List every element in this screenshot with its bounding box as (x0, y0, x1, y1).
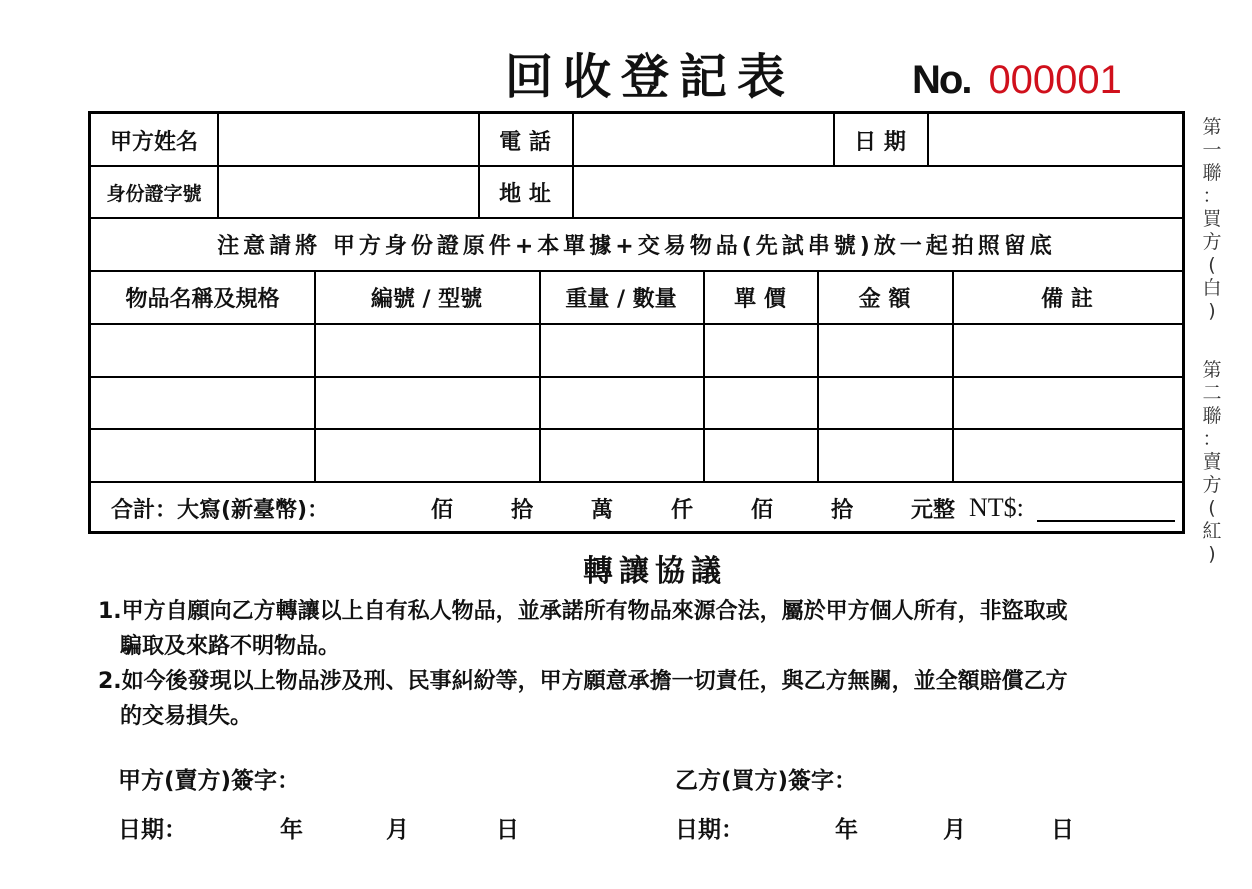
row-divider (91, 165, 1182, 167)
column-header-serial-model: 編號 / 型號 (370, 286, 483, 312)
copy-char: ( (1208, 254, 1216, 276)
column-header-unit-price: 單 價 (734, 286, 786, 312)
copy-char: 白 (1202, 277, 1222, 299)
clause-2-line-1: 2.如今後發現以上物品涉及刑、民事糾紛等，甲方願意承擔一切責任，與乙方無關，並全額賠償乙方 (98, 669, 1068, 694)
table-row-cell[interactable] (91, 324, 314, 376)
table-row-cell[interactable] (819, 377, 952, 428)
copy-char: 第 (1202, 359, 1222, 381)
total-unit-tens: 拾 (511, 497, 534, 523)
copy-char: 賣 (1202, 451, 1222, 473)
form-title: 回收登記表 (504, 49, 795, 105)
total-unit-tens-2: 拾 (831, 497, 854, 523)
table-row-cell[interactable] (91, 377, 314, 428)
phone-label: 電 話 (499, 129, 551, 155)
id-number-label: 身份證字號 (106, 182, 202, 205)
copy-char: ) (1208, 543, 1216, 565)
copy-char: 方 (1202, 231, 1222, 253)
total-label: 合計：大寫(新臺幣)： (111, 497, 330, 523)
total-unit-yuan: 元整 (911, 497, 956, 523)
copy-char: ： (1202, 185, 1222, 207)
copy-char: 買 (1202, 208, 1222, 230)
seller-date-day: 日 (496, 817, 519, 843)
date-label: 日 期 (854, 129, 906, 155)
copy-char: ( (1208, 497, 1216, 519)
column-header-item-name: 物品名稱及規格 (125, 286, 280, 312)
agreement-clause-1 (98, 594, 1198, 664)
seller-signature-label: 甲方(賣方)簽字： (118, 768, 301, 794)
table-row-cell[interactable] (316, 324, 539, 376)
registration-form (88, 111, 1185, 534)
total-unit-ten-thousands: 萬 (591, 497, 614, 523)
seller-date-label: 日期： (118, 817, 187, 843)
id-number-field[interactable] (219, 168, 476, 216)
seller-date-month: 月 (386, 817, 409, 843)
table-row-cell[interactable] (954, 429, 1182, 481)
column-header-amount: 金 額 (858, 286, 911, 312)
photo-notice: 注意請將 甲方身份證原件+本單據+交易物品(先試串號)放一起拍照留底 (217, 233, 1056, 259)
table-row-cell[interactable] (541, 324, 703, 376)
nt-amount-label: NT$: (969, 493, 1024, 522)
total-unit-hundreds: 佰 (431, 497, 454, 523)
copy-char: ： (1202, 428, 1222, 450)
buyer-date-day: 日 (1051, 817, 1074, 843)
table-row-cell[interactable] (541, 377, 703, 428)
buyer-date-month: 月 (943, 817, 966, 843)
agreement-title: 轉讓協議 (583, 554, 727, 589)
address-label: 地 址 (499, 181, 551, 207)
nt-amount-field[interactable] (1037, 520, 1175, 522)
copy-char: ) (1208, 300, 1216, 322)
table-row-cell[interactable] (705, 324, 817, 376)
serial-number (912, 58, 1122, 103)
table-row-cell[interactable] (91, 429, 314, 481)
copy-char: 方 (1202, 474, 1222, 496)
buyer-date-label: 日期： (675, 817, 744, 843)
table-row-cell[interactable] (541, 429, 703, 481)
copy-gap (1199, 323, 1225, 359)
table-row-cell[interactable] (705, 377, 817, 428)
table-row-cell[interactable] (954, 324, 1182, 376)
party-a-name-label: 甲方姓名 (109, 129, 198, 155)
table-row-cell[interactable] (819, 324, 952, 376)
total-unit-hundreds-2: 佰 (751, 497, 774, 523)
copy-designation (1199, 116, 1225, 566)
copy-char: 紅 (1202, 520, 1222, 542)
table-row-cell[interactable] (954, 377, 1182, 428)
copy-char: 第 (1202, 116, 1222, 138)
agreement-clause-2 (98, 664, 1198, 734)
serial-number-value: 000001 (988, 58, 1122, 102)
clause-2-line-2: 的交易損失。 (120, 704, 253, 729)
table-row-cell[interactable] (316, 377, 539, 428)
clause-1-line-1: 1.甲方自願向乙方轉讓以上自有私人物品，並承諾所有物品來源合法，屬於甲方個人所有，非盜取或 (98, 599, 1068, 624)
address-field[interactable] (574, 168, 1179, 216)
table-row-cell[interactable] (705, 429, 817, 481)
total-row (111, 482, 1171, 534)
party-a-name-field[interactable] (219, 116, 476, 164)
total-unit-thousands: 仟 (671, 497, 694, 523)
copy-char: 一 (1202, 139, 1222, 161)
date-field[interactable] (929, 116, 1179, 164)
column-header-remarks: 備 註 (1041, 286, 1093, 312)
table-row-cell[interactable] (819, 429, 952, 481)
serial-number-label: No. (912, 58, 971, 102)
buyer-date-year: 年 (835, 817, 858, 843)
buyer-signature-label: 乙方(買方)簽字： (675, 768, 858, 794)
copy-char: 二 (1202, 382, 1222, 404)
phone-field[interactable] (574, 116, 831, 164)
clause-1-line-2: 騙取及來路不明物品。 (120, 634, 341, 659)
copy-char: 聯 (1202, 162, 1222, 184)
column-header-weight-quantity: 重量 / 數量 (565, 286, 677, 312)
copy-char: 聯 (1202, 405, 1222, 427)
table-row-cell[interactable] (316, 429, 539, 481)
seller-date-year: 年 (280, 817, 303, 843)
